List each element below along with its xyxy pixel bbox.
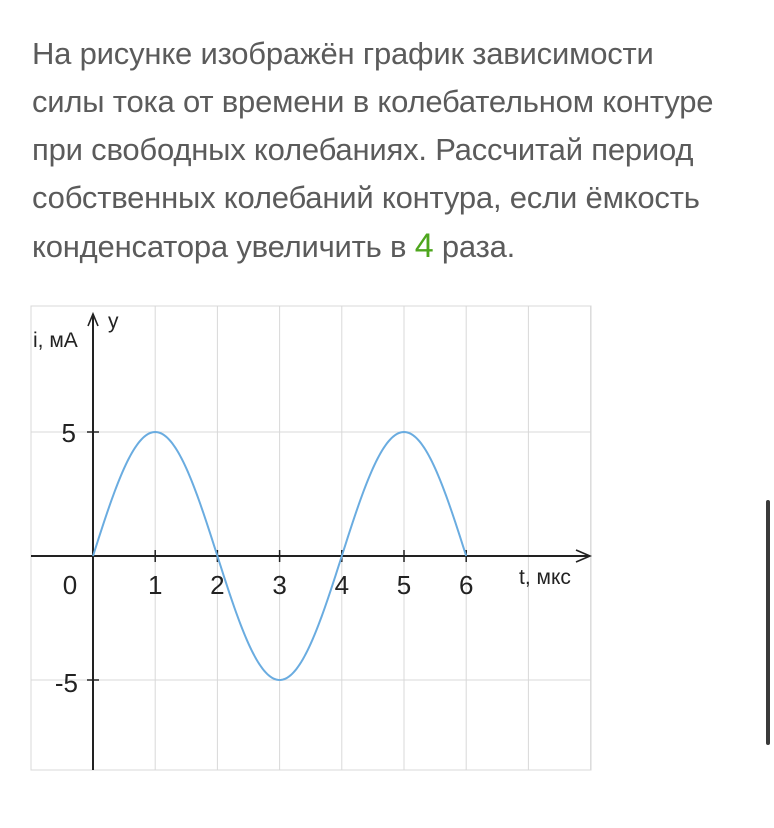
x-tick-label-5: 5 — [396, 570, 412, 600]
y-axis-title: i, мА — [33, 329, 78, 352]
problem-text-before: На рисунке изображён график зависимости силы тока от времени в колебательном контуре при свободных колебаниях. Рассчитай период собственных колебаний контура, если ёмкость конденсатора увеличить в — [32, 36, 714, 264]
x-tick-label-2: 2 — [210, 570, 225, 600]
x-tick-label-4: 4 — [334, 570, 350, 600]
y-axis-letter: y — [108, 310, 119, 333]
grid-frame — [31, 306, 591, 770]
x-tick-label-1: 1 — [147, 570, 163, 600]
y-tick-label-minus-5: -5 — [54, 668, 78, 698]
chart-labels — [33, 310, 571, 698]
x-tick-label-6: 6 — [458, 570, 474, 600]
problem-text-after: раза. — [433, 229, 516, 264]
origin-label: 0 — [62, 570, 78, 600]
capacitance-factor: 4 — [414, 227, 434, 265]
chart-grid — [31, 306, 591, 770]
chart-axes — [31, 314, 590, 770]
x-tick-label-3: 3 — [272, 570, 287, 600]
scrollbar[interactable] — [766, 500, 770, 745]
y-tick-label-5: 5 — [61, 418, 76, 448]
x-axis-title: t, мкс — [519, 566, 571, 589]
